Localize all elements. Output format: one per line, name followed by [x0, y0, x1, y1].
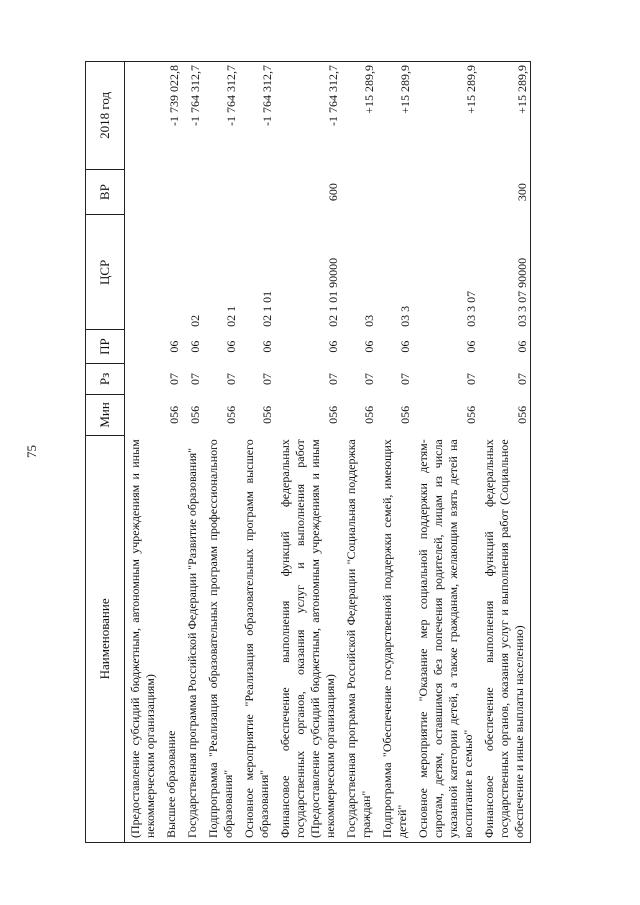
- page-number: 75: [24, 445, 39, 458]
- row-rz: 07: [260, 372, 274, 385]
- row-vr: [125, 169, 162, 215]
- table-row: [377, 62, 413, 843]
- row-vr: [239, 169, 275, 215]
- row-vr: [341, 169, 377, 215]
- row-name: Государственная программа Российской Федерации "Социальная поддержка граждан": [344, 439, 373, 838]
- row-pr: 06: [464, 340, 478, 353]
- row-pr: 06: [224, 340, 238, 353]
- row-rz: 07: [188, 372, 202, 385]
- row-value: +15 289,9: [398, 65, 412, 114]
- row-vr: 300: [515, 183, 529, 202]
- table-row: [125, 62, 162, 843]
- row-name: Подпрограмма "Реализация образовательных программ профессионального образования": [206, 439, 235, 838]
- header-year: 2018 год: [86, 62, 125, 170]
- header-pr: ПР: [86, 330, 125, 364]
- row-rz: 07: [362, 372, 376, 385]
- table-header-row: [86, 62, 125, 843]
- row-rz: [125, 363, 162, 394]
- row-name: Финансовое обеспечение выполнения функций федеральных государственных органов, оказания услуг и выполнения работ (Предоставление субсидий бюджетным, автономным учреждениям и иным некоммерческим организациям): [278, 439, 337, 838]
- row-pr: 06: [515, 340, 529, 353]
- row-pr: 06: [188, 340, 202, 353]
- table-row: [203, 62, 239, 843]
- row-min: 056: [464, 405, 478, 424]
- row-rz: 07: [464, 372, 478, 385]
- row-min: 056: [224, 405, 238, 424]
- row-name: Основное мероприятие "Оказание мер социальной поддержки детям-сиротам, детям, оставшимся без попечения родителей, лицам из числа указанной категории детей, а также гражданам, желающим взять детей на воспитание в семью": [416, 439, 475, 838]
- row-min: 056: [326, 405, 340, 424]
- row-name: (Предоставление субсидий бюджетным, автономным учреждениям и иным некоммерческим организациям): [128, 439, 157, 838]
- row-csr: 03: [362, 314, 376, 327]
- budget-table-rotated: [85, 61, 625, 843]
- table-row: [182, 62, 203, 843]
- row-value: -1 764 312,7: [326, 65, 340, 126]
- table-row: [413, 62, 479, 843]
- row-pr: 06: [326, 340, 340, 353]
- row-name: Государственная программа Российской Федерации "Развитие образования": [185, 447, 199, 838]
- row-rz: 07: [398, 372, 412, 385]
- row-pr: 06: [260, 340, 274, 353]
- header-vr: ВР: [86, 169, 125, 215]
- table-row: [341, 62, 377, 843]
- row-value: +15 289,9: [515, 65, 529, 114]
- row-value: [125, 62, 162, 170]
- row-name: Финансовое обеспечение выполнения функций федеральных государственных органов, оказания услуг и выполнения работ (Социальное обеспечение и иные выплаты населению): [482, 439, 526, 838]
- table-row: [239, 62, 275, 843]
- row-min: 056: [398, 405, 412, 424]
- row-value: -1 764 312,7: [224, 65, 238, 126]
- row-rz: 07: [224, 372, 238, 385]
- row-vr: 600: [326, 183, 340, 202]
- row-rz: 07: [167, 372, 181, 385]
- row-rz: 07: [515, 372, 529, 385]
- row-min: [125, 395, 162, 436]
- table-row: [479, 62, 531, 843]
- row-vr: [413, 169, 479, 215]
- row-csr: 02 1 01: [260, 290, 274, 327]
- table-row: [161, 62, 182, 843]
- header-min: Мин: [86, 395, 125, 436]
- row-vr: [182, 169, 203, 215]
- row-csr: 03 3: [398, 305, 412, 327]
- row-csr: [161, 215, 182, 330]
- row-min: 056: [260, 405, 274, 424]
- budget-table: [85, 61, 531, 843]
- row-value: -1 764 312,7: [260, 65, 274, 126]
- row-pr: 06: [398, 340, 412, 353]
- row-name: Основное мероприятие "Реализация образовательных программ высшего образования": [242, 439, 271, 838]
- row-csr: 02: [188, 314, 202, 327]
- row-value: +15 289,9: [362, 65, 376, 114]
- row-csr: 03 3 07 90000: [515, 257, 529, 327]
- row-min: 056: [515, 405, 529, 424]
- row-pr: 06: [167, 340, 181, 353]
- row-name: Высшее образование: [164, 730, 178, 838]
- table-row: [275, 62, 341, 843]
- row-value: -1 764 312,7: [188, 65, 202, 126]
- row-vr: [203, 169, 239, 215]
- row-csr: 02 1 01 90000: [326, 257, 340, 327]
- row-vr: [161, 169, 182, 215]
- row-name: Подпрограмма "Обеспечение государственной поддержки семей, имеющих детей": [380, 439, 409, 838]
- table-body: [125, 62, 531, 843]
- row-csr: 03 3 07: [464, 290, 478, 327]
- row-min: 056: [167, 405, 181, 424]
- row-min: 056: [362, 405, 376, 424]
- row-min: 056: [188, 405, 202, 424]
- row-pr: [125, 330, 162, 364]
- row-value: +15 289,9: [464, 65, 478, 114]
- header-rz: Рз: [86, 363, 125, 394]
- header-csr: ЦСР: [86, 215, 125, 330]
- row-csr: 02 1: [224, 305, 238, 327]
- header-name: Наименование: [86, 435, 125, 842]
- row-value: -1 739 022,8: [167, 65, 181, 126]
- row-csr: [125, 215, 162, 330]
- row-pr: 06: [362, 340, 376, 353]
- row-rz: 07: [326, 372, 340, 385]
- row-vr: [377, 169, 413, 215]
